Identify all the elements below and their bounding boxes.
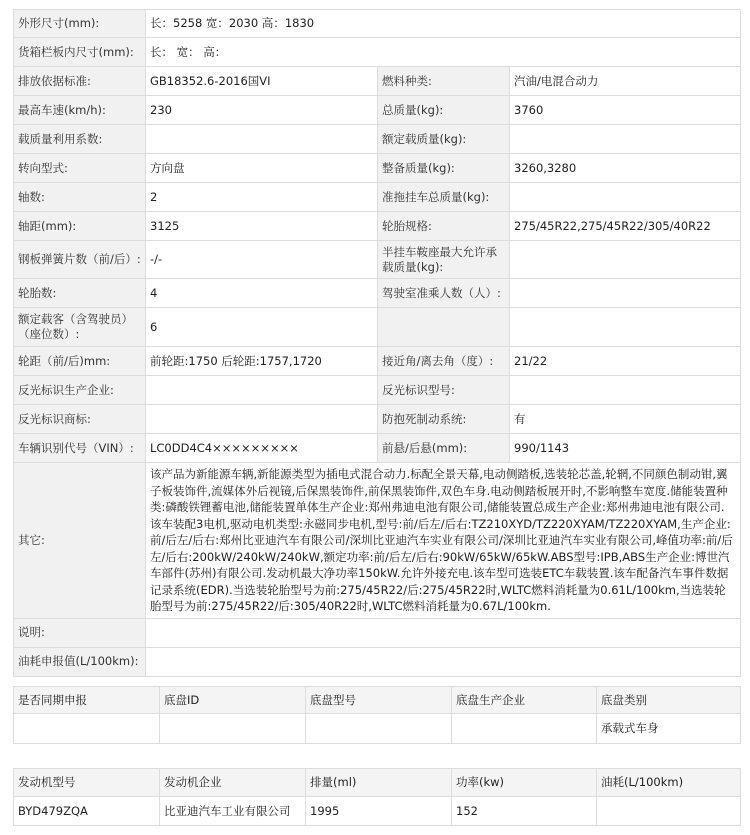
- overhang-label: 前悬/后悬(mm):: [378, 434, 510, 463]
- reflect-brand-value: [146, 405, 378, 434]
- maxspeed-value: 230: [146, 96, 378, 125]
- chassis-cell: [452, 714, 597, 744]
- chassis-cell: [306, 714, 452, 744]
- curb-mass-value: 3260,3280: [510, 154, 741, 183]
- chassis-header: 底盘生产企业: [452, 687, 597, 714]
- fuel-report-value: [146, 647, 741, 676]
- vin-value: LC0DD4C4×××××××××: [146, 434, 378, 463]
- engine-header: 油耗(L/100km): [597, 769, 741, 797]
- tire-spec-label: 轮胎规格:: [378, 212, 510, 241]
- trailer-mass-value: [510, 183, 741, 212]
- track-label: 轮距（前/后)mm:: [14, 347, 146, 376]
- tires-label: 轮胎数:: [14, 279, 146, 308]
- saddle-value: [510, 241, 741, 279]
- spec-table: [13, 9, 741, 677]
- reflect-model-value: [510, 376, 741, 405]
- desc-value: [146, 618, 741, 647]
- chassis-header: 是否同期申报: [14, 687, 160, 714]
- fuel-report-label: 油耗申报值(L/100km):: [14, 647, 146, 676]
- load-util-value: [146, 125, 378, 154]
- overhang-value: 990/1143: [510, 434, 741, 463]
- other-label: 其它:: [14, 463, 146, 619]
- tires-value: 4: [146, 279, 378, 308]
- spring-label: 钢板弹簧片数（前/后）:: [14, 241, 146, 279]
- engine-cell: 比亚迪汽车工业有限公司: [160, 797, 306, 826]
- chassis-cell: [14, 714, 160, 744]
- total-mass-label: 总质量(kg):: [378, 96, 510, 125]
- chassis-table: [13, 686, 741, 744]
- steering-label: 转向型式:: [14, 154, 146, 183]
- abs-label: 防抱死制动系统:: [378, 405, 510, 434]
- rated-load-value: [510, 125, 741, 154]
- emission-value: GB18352.6-2016国VI: [146, 67, 378, 96]
- engine-header: 功率(kw): [452, 769, 597, 797]
- wheelbase-value: 3125: [146, 212, 378, 241]
- engine-cell: BYD479ZQA: [14, 797, 160, 826]
- seats-spacer-value: [510, 308, 741, 347]
- engine-header: 发动机型号: [14, 769, 160, 797]
- track-value: 前轮距:1750 后轮距:1757,1720: [146, 347, 378, 376]
- rated-load-label: 额定载质量(kg):: [378, 125, 510, 154]
- load-util-label: 载质量利用系数:: [14, 125, 146, 154]
- other-value: 该产品为新能源车辆,新能源类型为插电式混合动力.标配全景天幕,电动侧踏板,选装轮芯盖,轮辋,不同颜色制动钳,翼子板装饰件,流媒体外后视镜,后保黑装饰件,前保黑装饰件,双色车身.电动侧踏板展开时,不影响整车宽度.储能装置种类:磷酸铁锂蓄电池,储能装置单体生产企业:郑州弗迪电池有限公司,储能装置总成生产企业:郑州弗迪电池有限公司.该车装配3电机,驱动电机类型:永磁同步电机,型号:前/后左/后右:TZ210XYD/TZ220XYAM/TZ220XYAM,生产企业:前/后左/后右:郑州比亚迪汽车有限公司/深圳比亚迪汽车实业有限公司/深圳比亚迪汽车实业有限公司,峰值功率:前/后左/后右:200kW/240kW/240kW,额定功率:前/后左/后右:90kW/65kW/65kW.ABS型号:IPB,ABS生产企业:博世汽车部件(苏州)有限公司.发动机最大净功率150kW.允许外接充电.该车型可选装ETC车载装置.该车配备汽车事件数据记录系统(EDR).当选装轮胎型号为前:275/45R22/后:275/45R22时,WLTC燃料消耗量为0.61L/100km,当选装轮胎型号为前:275/45R22/后:305/40R22时,WLTC燃料消耗量为0.67L/100km.: [146, 463, 741, 619]
- engine-cell: [597, 797, 741, 826]
- fuel-label: 燃料种类:: [378, 67, 510, 96]
- cargo-dim-label: 货箱栏板内尺寸(mm):: [14, 38, 146, 67]
- axles-value: 2: [146, 183, 378, 212]
- saddle-label: 半挂车鞍座最大允许承载质量(kg):: [378, 241, 510, 279]
- trailer-mass-label: 准拖挂车总质量(kg):: [378, 183, 510, 212]
- wheelbase-label: 轴距(mm):: [14, 212, 146, 241]
- outer-dim-value: 长：5258 宽：2030 高：1830: [146, 10, 741, 38]
- engine-table: [13, 768, 741, 826]
- reflect-maker-value: [146, 376, 378, 405]
- spring-value: -/-: [146, 241, 378, 279]
- outer-dim-label: 外形尺寸(mm):: [14, 10, 146, 38]
- vin-label: 车辆识别代号（VIN）:: [14, 434, 146, 463]
- engine-cell: 1995: [306, 797, 452, 826]
- tire-spec-value: 275/45R22,275/45R22/305/40R22: [510, 212, 741, 241]
- total-mass-value: 3760: [510, 96, 741, 125]
- curb-mass-label: 整备质量(kg):: [378, 154, 510, 183]
- engine-header: 排量(ml): [306, 769, 452, 797]
- fuel-value: 汽油/电混合动力: [510, 67, 741, 96]
- steering-value: 方向盘: [146, 154, 378, 183]
- engine-header: 发动机企业: [160, 769, 306, 797]
- chassis-cell: [160, 714, 306, 744]
- chassis-cell: 承载式车身: [597, 714, 741, 744]
- axles-label: 轴数:: [14, 183, 146, 212]
- chassis-header: 底盘类别: [597, 687, 741, 714]
- emission-label: 排放依据标准:: [14, 67, 146, 96]
- angle-label: 接近角/离去角（度）:: [378, 347, 510, 376]
- chassis-header: 底盘ID: [160, 687, 306, 714]
- seats-label: 额定载客（含驾驶员）（座位数）:: [14, 308, 146, 347]
- abs-value: 有: [510, 405, 741, 434]
- reflect-model-label: 反光标识型号:: [378, 376, 510, 405]
- engine-cell: 152: [452, 797, 597, 826]
- seats-value: 6: [146, 308, 378, 347]
- reflect-maker-label: 反光标识生产企业:: [14, 376, 146, 405]
- seats-spacer: [378, 308, 510, 347]
- reflect-brand-label: 反光标识商标:: [14, 405, 146, 434]
- cargo-dim-value: 长： 宽： 高：: [146, 38, 741, 67]
- chassis-header: 底盘型号: [306, 687, 452, 714]
- angle-value: 21/22: [510, 347, 741, 376]
- cab-value: [510, 279, 741, 308]
- maxspeed-label: 最高车速(km/h):: [14, 96, 146, 125]
- desc-label: 说明:: [14, 618, 146, 647]
- cab-label: 驾驶室准乘人数（人）:: [378, 279, 510, 308]
